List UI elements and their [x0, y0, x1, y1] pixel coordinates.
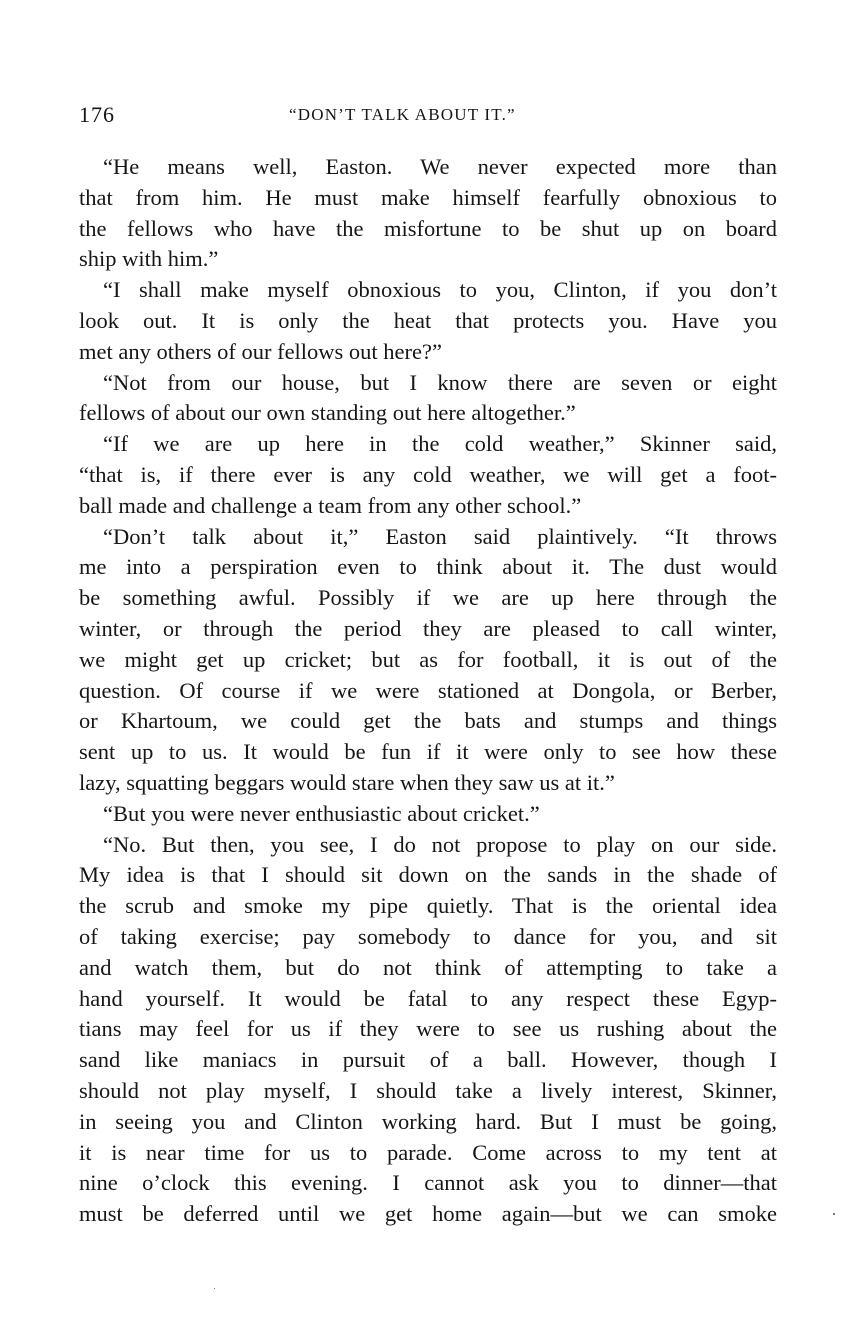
text-line: ship with him.” — [79, 246, 219, 272]
text-line: sand like maniacs in pursuit of a ball. However, though I — [79, 1047, 777, 1073]
text-line: tians may feel for us if they were to see us rushing about the — [79, 1016, 777, 1042]
text-line: we might get up cricket; but as for football, it is out of the — [79, 646, 777, 672]
text-line: nine o’clock this evening. I cannot ask you to dinner—that — [79, 1170, 777, 1196]
text-line: “I shall make myself obnoxious to you, Clinton, if you don’t — [103, 277, 777, 303]
text-line: look out. It is only the heat that protects you. Have you — [79, 307, 777, 333]
text-line: lazy, squatting beggars would stare when they saw us at it.” — [79, 769, 615, 795]
text-line: sent up to us. It would be fun if it were only to see how these — [79, 739, 777, 765]
body-text — [79, 152, 777, 1230]
running-title: “DON’T TALK ABOUT IT.” — [289, 105, 516, 124]
text-line: it is near time for us to parade. Come across to my tent at — [79, 1139, 777, 1165]
text-line: the scrub and smoke my pipe quietly. That is the oriental idea — [79, 893, 777, 919]
text-line: me into a perspiration even to think about it. The dust would — [79, 554, 777, 580]
text-line: of taking exercise; pay somebody to dance for you, and sit — [79, 923, 777, 949]
text-line: hand yourself. It would be fatal to any respect these Egyp- — [79, 985, 777, 1011]
text-line: “Not from our house, but I know there are seven or eight — [103, 369, 777, 395]
text-line: the fellows who have the misfortune to be shut up on board — [79, 215, 777, 241]
running-head — [79, 100, 779, 130]
scan-speck — [833, 1213, 835, 1215]
text-line: ball made and challenge a team from any other school.” — [79, 492, 582, 518]
text-line: or Khartoum, we could get the bats and stumps and things — [79, 708, 777, 734]
text-line: question. Of course if we were stationed at Dongola, or Berber, — [79, 677, 777, 703]
text-line: met any others of our fellows out here?” — [79, 338, 442, 364]
text-line: in seeing you and Clinton working hard. But I must be going, — [79, 1108, 777, 1134]
text-line: that from him. He must make himself fearfully obnoxious to — [79, 184, 777, 210]
text-line: “that is, if there ever is any cold weather, we will get a foot- — [79, 461, 777, 487]
text-line: “If we are up here in the cold weather,” Skinner said, — [103, 431, 777, 457]
text-line: “No. But then, you see, I do not propose to play on our side. — [103, 831, 777, 857]
text-line: “Don’t talk about it,” Easton said plaintively. “It throws — [103, 523, 777, 549]
scan-speck — [214, 1288, 215, 1289]
text-line: My idea is that I should sit down on the sands in the shade of — [79, 862, 777, 888]
text-line: should not play myself, I should take a lively interest, Skinner, — [79, 1077, 777, 1103]
text-line: “But you were never enthusiastic about cricket.” — [103, 800, 540, 826]
text-line: “He means well, Easton. We never expected more than — [103, 154, 777, 179]
text-line: must be deferred until we get home again—but we can smoke — [79, 1201, 777, 1227]
text-line: and watch them, but do not think of attempting to take a — [79, 954, 777, 980]
page-number: 176 — [79, 102, 115, 127]
text-line: winter, or through the period they are pleased to call winter, — [79, 615, 777, 641]
text-line: be something awful. Possibly if we are up here through the — [79, 585, 777, 611]
text-line: fellows of about our own standing out here altogether.” — [79, 400, 576, 426]
